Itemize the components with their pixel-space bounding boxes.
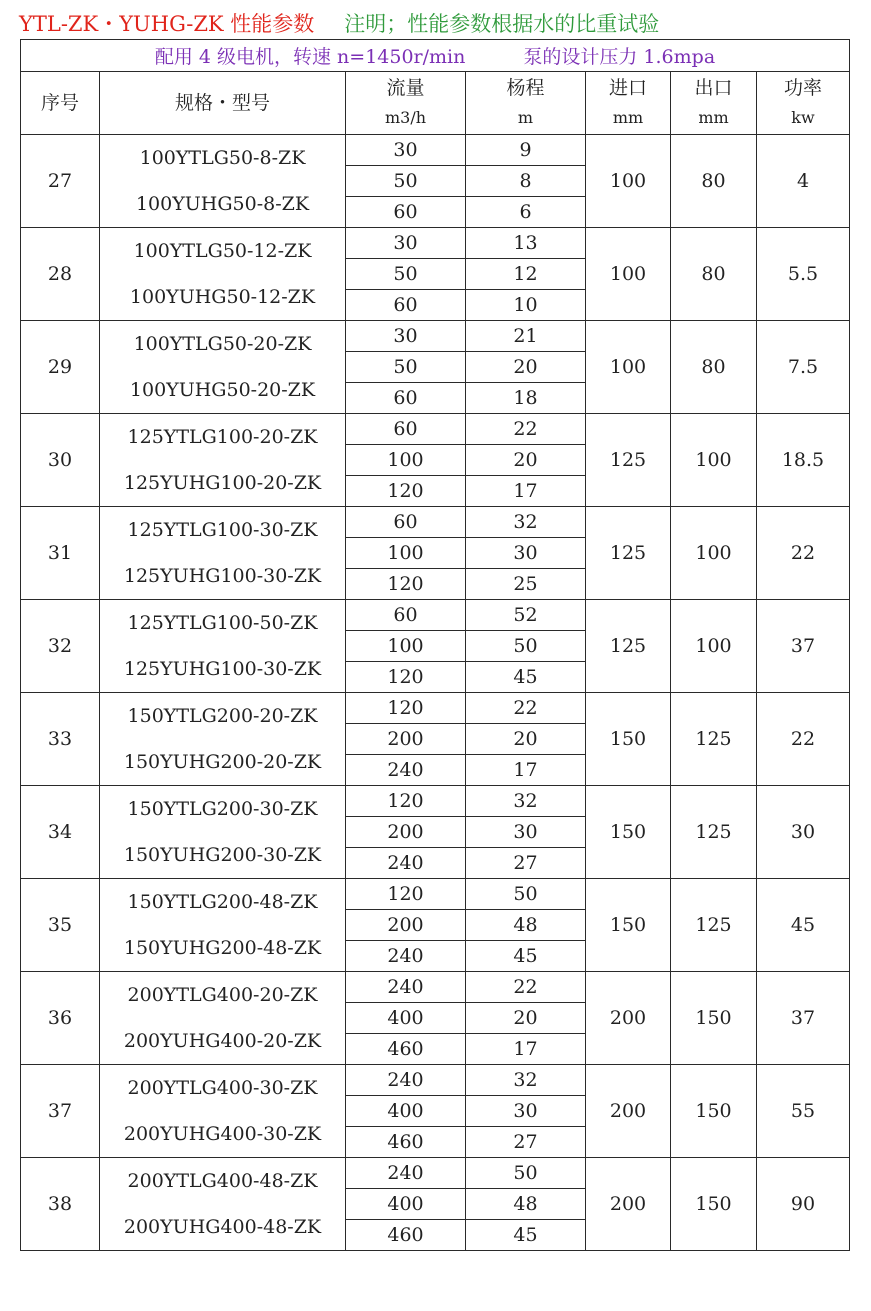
seq-cell: 29 xyxy=(21,321,100,414)
inlet-cell: 200 xyxy=(586,972,671,1065)
flow-cell: 60 xyxy=(346,600,466,631)
model-yuhg: 100YUHG50-12-ZK xyxy=(129,286,316,308)
model-cell xyxy=(100,321,346,414)
inlet-cell: 150 xyxy=(586,786,671,879)
inlet-cell: 150 xyxy=(586,879,671,972)
flow-cell: 120 xyxy=(346,879,466,910)
flow-cell: 400 xyxy=(346,1189,466,1220)
head-cell: 12 xyxy=(466,259,586,290)
flow-cell: 400 xyxy=(346,1003,466,1034)
model-ytlg: 125YTLG100-30-ZK xyxy=(127,519,318,541)
power-cell: 90 xyxy=(757,1158,850,1251)
flow-cell: 30 xyxy=(346,228,466,259)
head-cell: 30 xyxy=(466,817,586,848)
head-cell: 22 xyxy=(466,693,586,724)
power-cell: 55 xyxy=(757,1065,850,1158)
power-cell: 30 xyxy=(757,786,850,879)
model-yuhg: 125YUHG100-30-ZK xyxy=(123,658,322,680)
model-ytlg: 200YTLG400-30-ZK xyxy=(127,1077,318,1099)
header-head: 杨程 m xyxy=(466,72,586,135)
inlet-cell: 125 xyxy=(586,414,671,507)
inlet-cell: 200 xyxy=(586,1065,671,1158)
model-ytlg: 125YTLG100-50-ZK xyxy=(127,612,318,634)
head-cell: 20 xyxy=(466,1003,586,1034)
head-cell: 52 xyxy=(466,600,586,631)
power-unit: kw xyxy=(791,108,815,127)
flow-cell: 120 xyxy=(346,786,466,817)
header-outlet: 出口 mm xyxy=(671,72,757,135)
model-cell xyxy=(100,1065,346,1158)
seq-cell: 28 xyxy=(21,228,100,321)
head-cell: 18 xyxy=(466,383,586,414)
flow-cell: 200 xyxy=(346,817,466,848)
model-yuhg: 200YUHG400-30-ZK xyxy=(123,1123,322,1145)
flow-cell: 60 xyxy=(346,290,466,321)
table-row xyxy=(21,414,850,445)
flow-cell: 60 xyxy=(346,197,466,228)
flow-cell: 30 xyxy=(346,135,466,166)
power-cell: 18.5 xyxy=(757,414,850,507)
flow-cell: 460 xyxy=(346,1034,466,1065)
inlet-cell: 125 xyxy=(586,600,671,693)
flow-cell: 200 xyxy=(346,724,466,755)
flow-cell: 240 xyxy=(346,1158,466,1189)
model-cell xyxy=(100,972,346,1065)
seq-cell: 30 xyxy=(21,414,100,507)
header-flow: 流量 m3/h xyxy=(346,72,466,135)
inlet-cell: 200 xyxy=(586,1158,671,1251)
seq-cell: 34 xyxy=(21,786,100,879)
model-cell xyxy=(100,786,346,879)
model-ytlg: 150YTLG200-30-ZK xyxy=(127,798,318,820)
table-row xyxy=(21,693,850,724)
head-cell: 22 xyxy=(466,972,586,1003)
table-row xyxy=(21,507,850,538)
outlet-cell: 150 xyxy=(671,1065,757,1158)
model-yuhg: 125YUHG100-20-ZK xyxy=(123,472,322,494)
motor-info-row xyxy=(21,40,850,72)
head-cell: 27 xyxy=(466,1127,586,1158)
model-yuhg: 200YUHG400-20-ZK xyxy=(123,1030,322,1052)
header-inlet: 进口 mm xyxy=(586,72,671,135)
model-yuhg: 125YUHG100-30-ZK xyxy=(123,565,322,587)
outlet-cell: 125 xyxy=(671,786,757,879)
model-yuhg: 100YUHG50-20-ZK xyxy=(129,379,316,401)
series-title: YTL-ZK・YUHG-ZK 性能参数 xyxy=(19,12,315,36)
head-cell: 48 xyxy=(466,910,586,941)
outlet-cell: 80 xyxy=(671,228,757,321)
header-model: 规格・型号 xyxy=(100,72,346,135)
head-cell: 17 xyxy=(466,1034,586,1065)
outlet-cell: 125 xyxy=(671,693,757,786)
outlet-cell: 100 xyxy=(671,414,757,507)
flow-cell: 400 xyxy=(346,1096,466,1127)
outlet-cell: 80 xyxy=(671,321,757,414)
head-cell: 50 xyxy=(466,879,586,910)
outlet-cell: 150 xyxy=(671,972,757,1065)
model-cell xyxy=(100,135,346,228)
model-cell xyxy=(100,1158,346,1251)
flow-cell: 460 xyxy=(346,1220,466,1251)
head-cell: 30 xyxy=(466,1096,586,1127)
seq-cell: 35 xyxy=(21,879,100,972)
performance-table xyxy=(20,39,850,1251)
model-ytlg: 200YTLG400-48-ZK xyxy=(127,1170,318,1192)
head-cell: 27 xyxy=(466,848,586,879)
flow-cell: 120 xyxy=(346,569,466,600)
head-cell: 25 xyxy=(466,569,586,600)
model-ytlg: 150YTLG200-48-ZK xyxy=(127,891,318,913)
design-pressure: 泵的设计压力 1.6mpa xyxy=(523,46,716,68)
seq-cell: 33 xyxy=(21,693,100,786)
outlet-cell: 100 xyxy=(671,600,757,693)
model-yuhg: 200YUHG400-48-ZK xyxy=(123,1216,322,1238)
motor-info xyxy=(21,40,850,72)
header-seq: 序号 xyxy=(21,72,100,135)
power-cell: 22 xyxy=(757,693,850,786)
inlet-cell: 100 xyxy=(586,321,671,414)
flow-cell: 240 xyxy=(346,848,466,879)
model-ytlg: 100YTLG50-8-ZK xyxy=(139,147,306,169)
seq-cell: 31 xyxy=(21,507,100,600)
flow-cell: 60 xyxy=(346,383,466,414)
header-power: 功率 kw xyxy=(757,72,850,135)
head-cell: 45 xyxy=(466,662,586,693)
flow-cell: 100 xyxy=(346,631,466,662)
power-cell: 37 xyxy=(757,600,850,693)
model-yuhg: 150YUHG200-48-ZK xyxy=(123,937,322,959)
model-yuhg: 150YUHG200-20-ZK xyxy=(123,751,322,773)
outlet-cell: 125 xyxy=(671,879,757,972)
model-cell xyxy=(100,507,346,600)
power-cell: 7.5 xyxy=(757,321,850,414)
power-cell: 22 xyxy=(757,507,850,600)
flow-cell: 240 xyxy=(346,1065,466,1096)
table-row xyxy=(21,135,850,166)
flow-cell: 120 xyxy=(346,476,466,507)
model-ytlg: 150YTLG200-20-ZK xyxy=(127,705,318,727)
head-cell: 10 xyxy=(466,290,586,321)
flow-cell: 240 xyxy=(346,972,466,1003)
head-cell: 50 xyxy=(466,1158,586,1189)
power-cell: 37 xyxy=(757,972,850,1065)
model-cell xyxy=(100,600,346,693)
head-cell: 20 xyxy=(466,352,586,383)
table-row xyxy=(21,972,850,1003)
table-row xyxy=(21,228,850,259)
page-title xyxy=(19,8,659,40)
flow-unit: m3/h xyxy=(384,108,427,127)
model-ytlg: 200YTLG400-20-ZK xyxy=(127,984,318,1006)
outlet-cell: 100 xyxy=(671,507,757,600)
flow-cell: 30 xyxy=(346,321,466,352)
head-cell: 17 xyxy=(466,476,586,507)
inlet-cell: 100 xyxy=(586,228,671,321)
outlet-cell: 80 xyxy=(671,135,757,228)
power-cell: 45 xyxy=(757,879,850,972)
flow-cell: 60 xyxy=(346,414,466,445)
header-row xyxy=(21,72,850,135)
model-cell xyxy=(100,228,346,321)
head-cell: 21 xyxy=(466,321,586,352)
model-yuhg: 100YUHG50-8-ZK xyxy=(135,193,310,215)
flow-cell: 60 xyxy=(346,507,466,538)
table-row xyxy=(21,879,850,910)
table-row xyxy=(21,321,850,352)
motor-spec: 配用 4 级电机，转速 n=1450r/min xyxy=(154,46,466,68)
flow-cell: 200 xyxy=(346,910,466,941)
head-cell: 32 xyxy=(466,786,586,817)
table-row xyxy=(21,600,850,631)
head-cell: 8 xyxy=(466,166,586,197)
flow-cell: 240 xyxy=(346,941,466,972)
head-cell: 45 xyxy=(466,941,586,972)
head-cell: 48 xyxy=(466,1189,586,1220)
head-cell: 13 xyxy=(466,228,586,259)
head-unit: m xyxy=(517,108,534,127)
flow-cell: 240 xyxy=(346,755,466,786)
flow-cell: 460 xyxy=(346,1127,466,1158)
power-cell: 5.5 xyxy=(757,228,850,321)
model-ytlg: 100YTLG50-12-ZK xyxy=(133,240,312,262)
head-cell: 32 xyxy=(466,507,586,538)
flow-cell: 100 xyxy=(346,538,466,569)
head-cell: 17 xyxy=(466,755,586,786)
inlet-cell: 100 xyxy=(586,135,671,228)
head-cell: 32 xyxy=(466,1065,586,1096)
table-row xyxy=(21,786,850,817)
model-cell xyxy=(100,693,346,786)
head-cell: 6 xyxy=(466,197,586,228)
head-cell: 20 xyxy=(466,445,586,476)
outlet-cell: 150 xyxy=(671,1158,757,1251)
model-yuhg: 150YUHG200-30-ZK xyxy=(123,844,322,866)
flow-cell: 100 xyxy=(346,445,466,476)
flow-cell: 120 xyxy=(346,662,466,693)
inlet-cell: 150 xyxy=(586,693,671,786)
head-cell: 20 xyxy=(466,724,586,755)
inlet-cell: 125 xyxy=(586,507,671,600)
flow-cell: 50 xyxy=(346,166,466,197)
model-ytlg: 100YTLG50-20-ZK xyxy=(133,333,312,355)
table-row xyxy=(21,1065,850,1096)
model-cell xyxy=(100,414,346,507)
model-ytlg: 125YTLG100-20-ZK xyxy=(127,426,318,448)
seq-cell: 37 xyxy=(21,1065,100,1158)
seq-cell: 36 xyxy=(21,972,100,1065)
head-cell: 9 xyxy=(466,135,586,166)
head-cell: 50 xyxy=(466,631,586,662)
inlet-unit: mm xyxy=(612,108,644,127)
test-note: 注明；性能参数根据水的比重试验 xyxy=(344,12,660,36)
seq-cell: 38 xyxy=(21,1158,100,1251)
head-cell: 22 xyxy=(466,414,586,445)
flow-cell: 50 xyxy=(346,352,466,383)
power-cell: 4 xyxy=(757,135,850,228)
outlet-unit: mm xyxy=(698,108,729,127)
head-cell: 30 xyxy=(466,538,586,569)
table-row xyxy=(21,1158,850,1189)
seq-cell: 27 xyxy=(21,135,100,228)
seq-cell: 32 xyxy=(21,600,100,693)
flow-cell: 50 xyxy=(346,259,466,290)
head-cell: 45 xyxy=(466,1220,586,1251)
flow-cell: 120 xyxy=(346,693,466,724)
model-cell xyxy=(100,879,346,972)
